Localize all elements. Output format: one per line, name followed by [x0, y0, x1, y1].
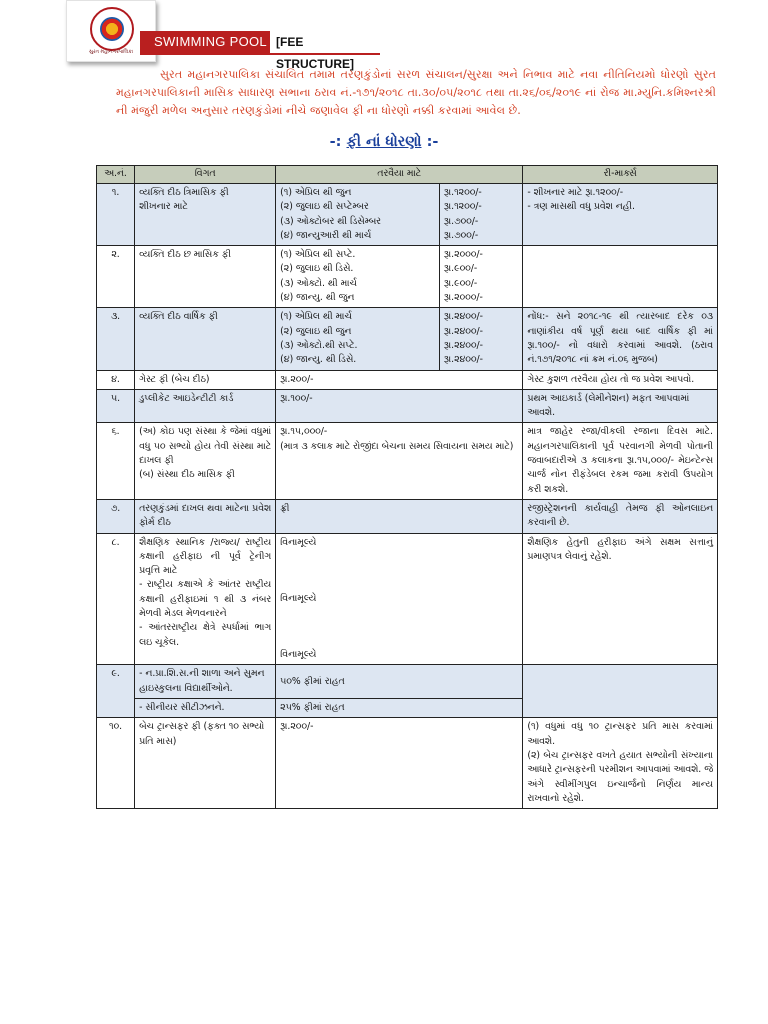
table-row: ૯. - ન.પ્રા.શિ.સ.ની શાળા અને સુમન હાઇસ્કુલના વિદ્યાર્થીઓને. ૫૦% ફીમાં રાહત: [97, 665, 718, 699]
table-row: ૪. ગેસ્ટ ફી (બેચ દીઠ) રૂા.૨૦૦/- ગેસ્ટ કુશળ તરવૈયા હોય તો જ પ્રવેશ આપવો.: [97, 370, 718, 389]
table-row: ૬. (અ) કોઇ પણ સંસ્થા કે જેમાં વધુમાં વધુ ૫૦ સભ્યો હોય તેવી સંસ્થા માટે દાખલ ફી (બ) સંસ્થા દીઠ માસિક ફી રૂા.૧૫,૦૦૦/- (માત્ર ૩ કલાક માટે રોજીંદા બેચના સમય સિવાયના સમય માટે) માત્ર જાહેર રજા/વીકલી રજાના દિવસ માટે. મહાનગરપાલિકાની પૂર્વ પરવાનગી મેળવી પોતાની જવાબદારીએ ૩ કલાકના રૂા.૧૫,૦૦૦/- મેઇન્ટેન્સ ચાર્જ નોન રીફંડેબલ રકમ જમા કરાવી ઉપયોગ કરી શકશે.: [97, 423, 718, 499]
table-row: ૧. વ્યક્તિ દીઠ ત્રિમાસિક ફી શીખનાર માટે (૧) એપ્રિલ થી જુન (૨) જુલાઇ થી સપ્ટેમ્બર (૩) ઓક્ટોબર થી ડિસેમ્બર (૪) જાન્યુઆરી થી માર્ચ રૂા.૧૨૦૦/- રૂા.૧૨૦૦/- રૂા.૭૦૦/- રૂા.૭૦૦/- - શીખનાર માટે રૂા.૧૨૦૦/- - ત્રણ માસથી વધુ પ્રવેશ નહી.: [97, 184, 718, 246]
col-header-remarks: રી-માર્ક્સ: [523, 166, 718, 184]
table-header-row: [97, 166, 718, 184]
table-row: ૨. વ્યક્તિ દીઠ છ માસિક ફી (૧) એપ્રિલ થી સપ્ટે. (૨) જુલાઇ થી ડિસે. (૩) ઓક્ટો. થી માર્ચ (૪) જાન્યુ. થી જુન રૂા.૨૦૦૦/- રૂા.૯૦૦/- રૂા.૯૦૦/- રૂા.૨૦૦૦/-: [97, 246, 718, 308]
table-row: ૫. ડુપ્લીકેટ આઇડેન્ટીટી કાર્ડ રૂા.૧૦૦/- પ્રથમ આઇકાર્ડ (લેમીનેશન) મફત આપવામાં આવશે.: [97, 389, 718, 423]
table-row: - સીનીયર સીટીઝનને. ૨૫% ફીમાં રાહત: [97, 699, 718, 718]
table-row: ૧૦. બેચ ટ્રાન્સફર ફી (ફક્ત ૧૦ સભ્યો પ્રતિ માસ) રૂા.૨૦૦/- (૧) વધુમાં વધુ ૧૦ ટ્રાન્સફર પ્રતિ માસ કરવામાં આવશે. (૨) બેચ ટ્રાન્સફર વખતે હયાત સભ્યોની સંખ્યાના આધારે ટ્રાન્સફરની પરમીશન આપવામાં આવશે. જે અંગે સ્વીમીંગપુલ ઇન્ચાર્જનો નિર્ણય માન્ય રાખવાનો રહેશે.: [97, 718, 718, 809]
logo-caption: સુરત મહાનગરપાલિકા: [89, 49, 133, 55]
col-header-no: અ.નં.: [97, 166, 135, 184]
emblem-icon: [90, 7, 134, 51]
col-header-detail: વિગત: [135, 166, 276, 184]
header-divider: [140, 53, 380, 55]
col-header-swimmer: તરવૈયા માટે: [276, 166, 523, 184]
table-row: ૮. શૈક્ષણિક સ્થાનિક /રાજ્ય/ રાષ્ટ્રીય કક્ષાની હરીફાઇ ની પૂર્વ ટ્રેનીગ પ્રવૃત્તિ માટે - રાષ્ટ્રીય કક્ષાએ કે આંતર રાષ્ટ્રીય કક્ષાની હરીફાઇમાં ૧ થી ૩ નંબર મેળવી મેડલ મેળવનારને - આંતરરાષ્ટ્રીય ક્ષેત્રે સ્પર્ધામાં ભાગ લઇ ચૂકેલ. વિનામૂલ્યે વિનામૂલ્યે વિનામૂલ્યે શૈક્ષણિક હેતુની હરીફાઇ અંગે સક્ષમ સત્તાનું પ્રમાણપત્ર લેવાનું રહેશે.: [97, 533, 718, 665]
header-bar: [140, 31, 380, 71]
header-title: SWIMMING POOL: [140, 31, 270, 53]
table-row: ૭. તરણકુંડમાં દાખલ થવા માટેના પ્રવેશ ફોર્મ દીઠ ફ્રી રજીસ્ટ્રેશનની કાર્યવાહી તેમજ ફી ઓનલાઇન કરવાની છે.: [97, 499, 718, 533]
header-subtitle: [FEE STRUCTURE]: [276, 35, 354, 71]
fee-table: [96, 165, 718, 809]
intro-paragraph: સુરત મહાનગરપાલિકા સંચાલિત તમામ તરણકુંડોનાં સરળ સંચાલન/સુરક્ષા અને નિભાવ માટે નવા નીતિનિયમો ધોરણો સુરત મહાનગરપાલિકાની માસિક સાધારણ સભાના ઠરાવ નં.-૧૭૧/૨૦૧૮ તા.૩૦/૦૫/૨૦૧૮ તથા તા.૨૬/૦૬/૨૦૧૯ નાં રોજ મા.મ્યુનિ.કમિશ્નરશ્રી ની મંજુરી મળેલ અનુસાર તરણકુંડોમાં નીચે જણાવેલ ફી ના ધોરણો નક્કી કરવામાં આવેલ છે.: [116, 68, 716, 117]
fee-heading: -: ફી નાં ધોરણો :-: [329, 134, 439, 150]
table-row: ૩. વ્યક્તિ દીઠ વાર્ષિક ફી (૧) એપ્રિલ થી માર્ચ (૨) જુલાઇ થી જુન (૩) ઓક્ટો.થી સપ્ટે. (૪) જાન્યુ. થી ડિસે. રૂા.૨૪૦૦/- રૂા.૨૪૦૦/- રૂા.૨૪૦૦/- રૂા.૨૪૦૦/- નોંધ:- સને ૨૦૧૮-૧૯ થી ત્યારબાદ દરેક ૦૩ નાણાંકીય વર્ષ પૂર્ણ થયા બાદ વાર્ષિક ફી માં રૂા.૧૦૦/- નો વધારો કરવામાં આવશે. (ઠરાવ નં.૧૭૧/૨૦૧૮ નાં ક્રમ નં.૦૬ મુજબ): [97, 308, 718, 370]
